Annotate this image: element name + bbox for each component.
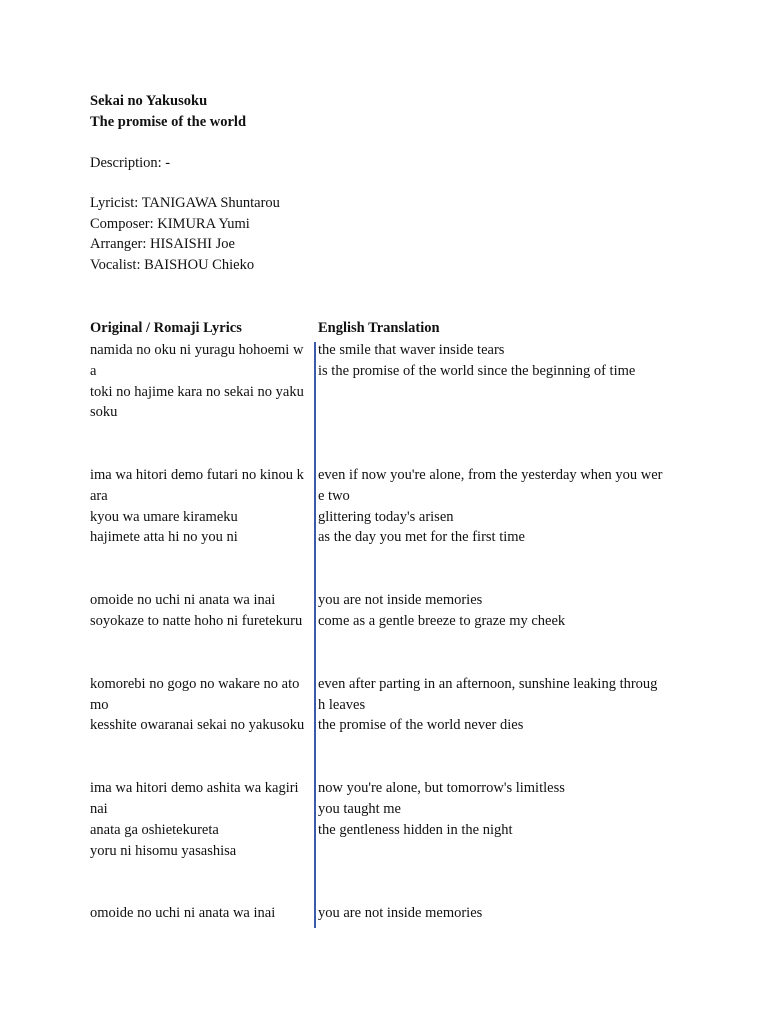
arranger: Arranger: HISAISHI Joe xyxy=(90,236,235,252)
romaji-line: omoide no uchi ni anata wa inai xyxy=(90,905,276,921)
lyricist: Lyricist: TANIGAWA Shuntarou xyxy=(90,195,280,211)
translation-line: you are not inside memories xyxy=(318,592,483,608)
column-divider xyxy=(314,342,316,928)
romaji-line: hajimete atta hi no you ni xyxy=(90,529,238,545)
translation-line: even if now you're alone, from the yesterday when you wer xyxy=(318,467,663,483)
translation-line: even after parting in an afternoon, sunshine leaking throug xyxy=(318,676,658,692)
description: Description: - xyxy=(90,155,171,171)
romaji-line: ara xyxy=(90,488,108,504)
vocalist: Vocalist: BAISHOU Chieko xyxy=(90,257,255,273)
translation-line: you are not inside memories xyxy=(318,905,483,921)
song-title: Sekai no Yakusoku xyxy=(90,93,208,109)
romaji-line: namida no oku ni yuragu hohoemi w xyxy=(90,342,304,358)
romaji-line: kyou wa umare kirameku xyxy=(90,509,238,525)
romaji-line: yoru ni hisomu yasashisa xyxy=(90,843,237,859)
translation-line: h leaves xyxy=(318,697,366,713)
translation-line: the gentleness hidden in the night xyxy=(318,822,513,838)
translation-line: glittering today's arisen xyxy=(318,509,454,525)
romaji-line: a xyxy=(90,363,97,379)
translation-line: e two xyxy=(318,488,350,504)
song-subtitle: The promise of the world xyxy=(90,114,247,130)
romaji-line: ima wa hitori demo futari no kinou k xyxy=(90,467,304,483)
romaji-line: soku xyxy=(90,404,118,420)
romaji-line: toki no hajime kara no sekai no yaku xyxy=(90,384,304,400)
romaji-line: komorebi no gogo no wakare no ato xyxy=(90,676,300,692)
romaji-line: soyokaze to natte hoho ni furetekuru xyxy=(90,613,303,629)
translation-line: you taught me xyxy=(318,801,401,817)
romaji-line: anata ga oshietekureta xyxy=(90,822,219,838)
translation-line: come as a gentle breeze to graze my cheek xyxy=(318,613,566,629)
romaji-line: kesshite owaranai sekai no yakusoku xyxy=(90,717,305,733)
romaji-line: ima wa hitori demo ashita wa kagiri xyxy=(90,780,299,796)
romaji-line: mo xyxy=(90,697,109,713)
translation-line: now you're alone, but tomorrow's limitless xyxy=(318,780,565,796)
column-header-english: English Translation xyxy=(318,320,440,336)
column-header-original: Original / Romaji Lyrics xyxy=(90,320,242,336)
translation-line: the promise of the world never dies xyxy=(318,717,524,733)
romaji-line: nai xyxy=(90,801,108,817)
translation-line: is the promise of the world since the beginning of time xyxy=(318,363,636,379)
translation-line: as the day you met for the first time xyxy=(318,529,525,545)
composer: Composer: KIMURA Yumi xyxy=(90,216,250,232)
translation-line: the smile that waver inside tears xyxy=(318,342,505,358)
romaji-line: omoide no uchi ni anata wa inai xyxy=(90,592,276,608)
